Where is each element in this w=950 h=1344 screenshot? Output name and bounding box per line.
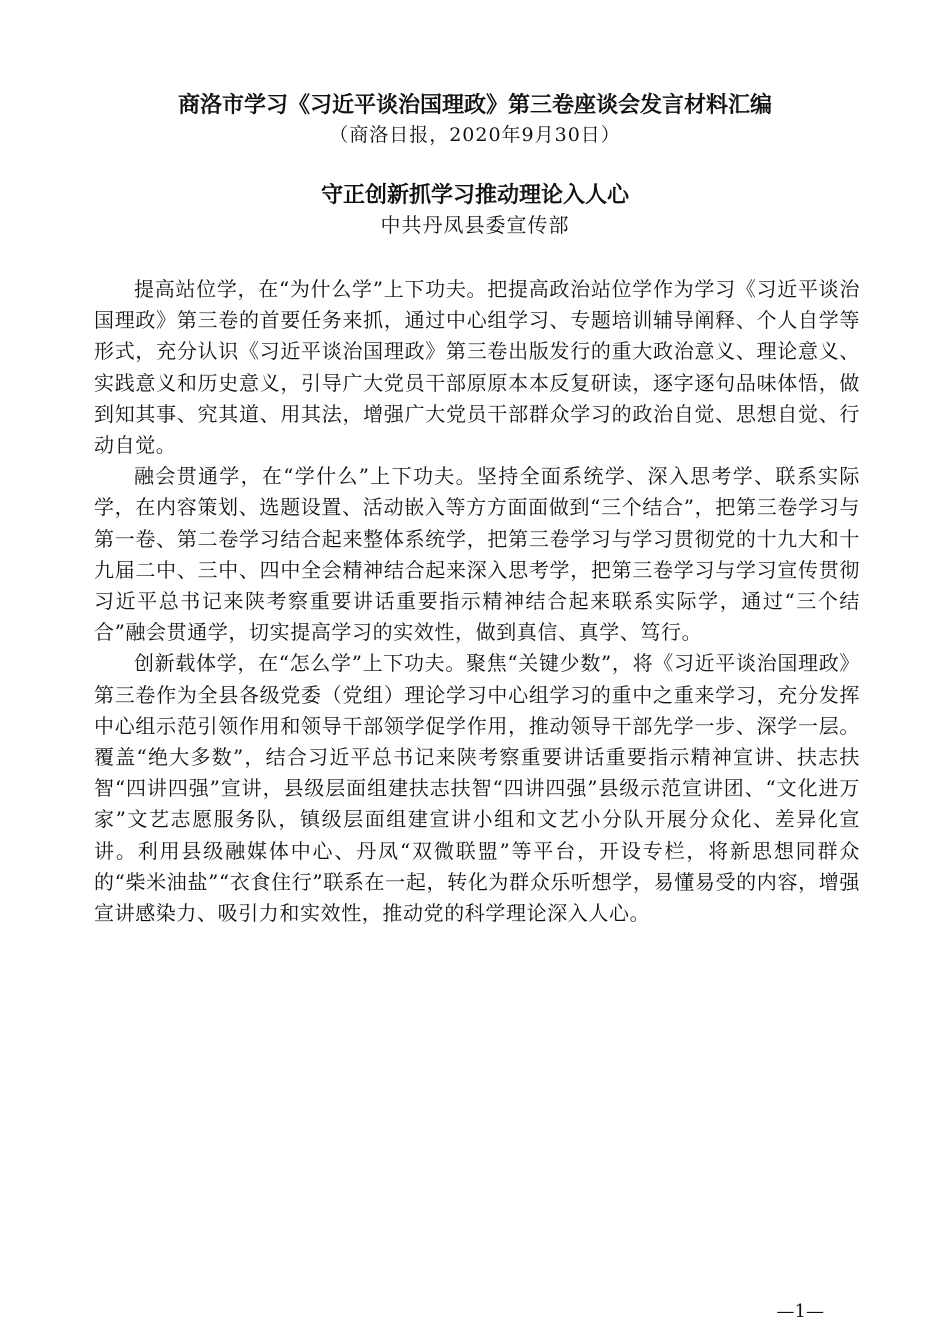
document-title: 商洛市学习《习近平谈治国理政》第三卷座谈会发言材料汇编 — [177, 92, 772, 118]
article-title: 守正创新抓学习推动理论入人心 — [320, 182, 629, 208]
article-body — [94, 274, 860, 929]
paragraph: 提高站位学，在“为什么学”上下功夫。把提高政治站位学作为学习《习近平谈治国理政》第三卷的首要任务来抓，通过中心组学习、专题培训辅导阐释、个人自学等形式，充分认识《习近平谈治国理政》第三卷出版发行的重大政治意义、理论意义、实践意义和历史意义，引导广大党员干部原原本本反复研读，逐字逐句品味体悟，做到知其事、究其道、用其法，增强广大党员干部群众学习的政治自觉、思想自觉、行动自觉。 — [94, 277, 860, 458]
paragraph: 创新载体学，在“怎么学”上下功夫。聚焦“关键少数”，将《习近平谈治国理政》第三卷作为全县各级党委（党组）理论学习中心组学习的重中之重来学习，充分发挥中心组示范引领作用和领导干部领学促学作用，推动领导干部先学一步、深学一层。覆盖“绝大多数”，结合习近平总书记来陕考察重要讲话重要指示精神宣讲、扶志扶智“四讲四强”宣讲，县级层面组建扶志扶智“四讲四强”县级示范宣讲团、“文化进万家”文艺志愿服务队，镇级层面组建宣讲小组和文艺小分队开展分众化、差异化宣讲。利用县级融媒体中心、丹凤“双微联盟”等平台，开设专栏，将新思想同群众的“柴米油盐”“衣食住行”联系在一起，转化为群众乐听想学，易懂易受的内容，增强宣讲感染力、吸引力和实效性，推动党的科学理论深入人心。 — [94, 651, 860, 926]
page-number: —1— — [776, 1301, 824, 1322]
document-source: （商洛日报，2020年9月30日） — [329, 124, 621, 146]
paragraph: 融会贯通学，在“学什么”上下功夫。坚持全面系统学、深入思考学、联系实际学，在内容策划、选题设置、活动嵌入等方方面面做到“三个结合”，把第三卷学习与第一卷、第二卷学习结合起来整体系统学，把第三卷学习与学习贯彻党的十九大和十九届二中、三中、四中全会精神结合起来深入思考学，把第三卷学习与学习宣传贯彻习近平总书记来陕考察重要讲话重要指示精神结合起来联系实际学，通过“三个结合”融会贯通学，切实提高学习的实效性，做到真信、真学、笃行。 — [94, 464, 860, 645]
article-author: 中共丹凤县委宣传部 — [380, 213, 570, 237]
